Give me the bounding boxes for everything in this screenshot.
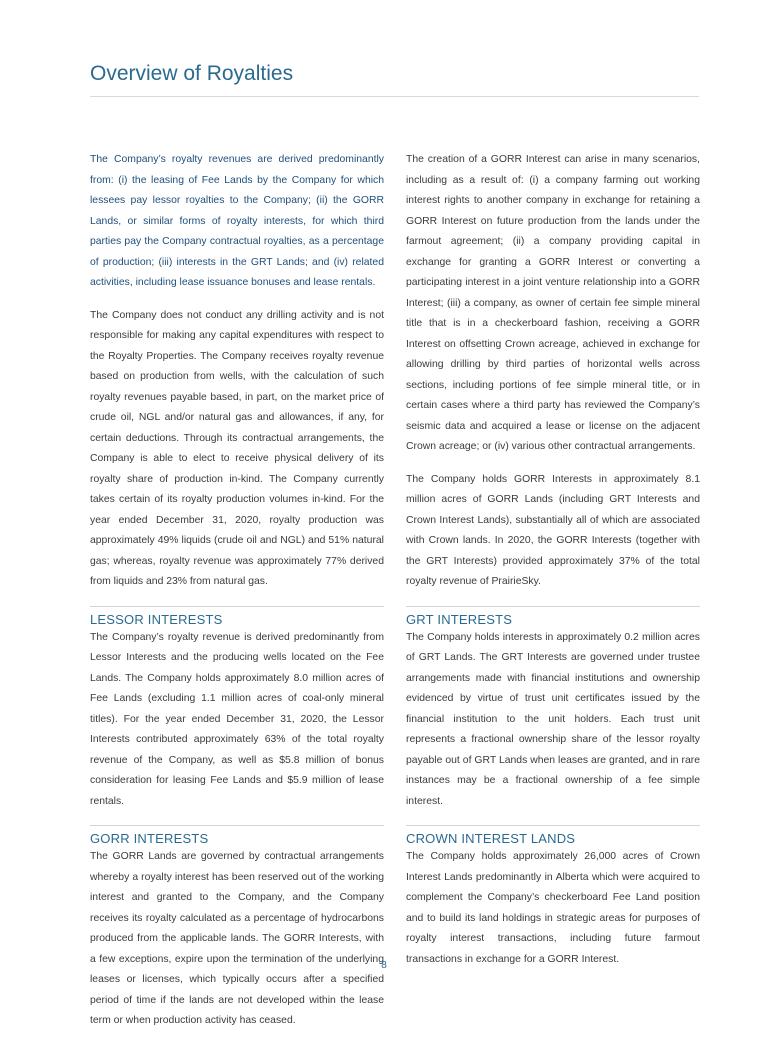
grt-interests-paragraph: The Company holds interests in approximately 0.2 million acres of GRT Lands. The GRT Interests are governed under trustee arrangements made with financial institutions and ownership evidenced by virtue of trust unit certificates issued by the financial institution to the unit holders. Each trust unit represents a fractional ownership share of the lessor royalty payable out of GRT Lands when leases are granted, and in rare instances may be a fractional ownership of a fee simple interest.	[406, 631, 700, 807]
page-title: Overview of Royalties	[90, 62, 294, 85]
grt-interests-section	[406, 606, 700, 813]
title-divider	[90, 96, 699, 97]
lessor-interests-section	[90, 606, 384, 813]
intro-body-paragraph: The Company does not conduct any drilling activity and is not responsible for making any capital expenditures with respect to the Royalty Properties. The Company receives royalty revenue based on production from wells, with the calculation of such royalty revenues payable based, in part, on the market price of crude oil, NGL and/or natural gas and allowances, if any, for certain deductions. Through its contractual arrangements, the Company is able to elect to receive physical delivery of its royalty share of production in-kind. The Company currently takes certain of its royalty production volumes in-kind. For the year ended December 31, 2020, royalty production was approximately 49% liquids (crude oil and NGL) and 51% natural gas; whereas, royalty revenue was approximately 77% derived from liquids and 23% from natural gas.	[90, 309, 384, 587]
gorr-holdings-paragraph: The Company holds GORR Interests in approximately 8.1 million acres of GORR Lands (including GRT Interests and Crown Interest Lands), substantially all of which are associated with Crown lands. In 2020, the GORR Interests (together with the GRT Interests) provided approximately 37% of the total royalty revenue of PrairieSky.	[406, 473, 700, 587]
gorr-creation-paragraph: The creation of a GORR Interest can arise in many scenarios, including as a result of: (i) a company farming out working interest rights to another company in exchange for retaining a GORR Interest on future production from the lands under the farmout agreement; (ii) a company providing capital in exchange for granting a GORR Interest or converting a participating interest in a joint venture relationship into a GORR Interest; (iii) a company, as owner of certain fee simple mineral title that is in a checkerboard fashion, receiving a GORR Interest on offsetting Crown acreage, achieved in exchange for allowing drilling by third parties of horizontal wells across sections, including portions of fee simple mineral title, or in certain cases where a third party has reviewed the Company’s seismic data and acquired a lease or license on the adjacent Crown acreage; or (iv) various other contractual arrangements.	[406, 154, 700, 452]
crown-interest-lands-section	[406, 825, 700, 970]
left-column	[90, 150, 384, 1044]
gorr-interests-paragraph: The GORR Lands are governed by contractual arrangements whereby a royalty interest has been reserved out of the working interest and granted to the Company, and the Company receives its royalty calculated as a percentage of hydrocarbons produced from the applicable lands. The GORR Interests, with a few exceptions, expire upon the termination of the underlying leases or licenses, which typically occurs after a specified period of time if the lands are not developed within the lease term or when production activity has ceased.	[90, 851, 384, 1026]
gorr-interests-section	[90, 825, 384, 1032]
gorr-interests-heading: GORR INTERESTS	[90, 831, 209, 846]
lessor-interests-paragraph: The Company’s royalty revenue is derived predominantly from Lessor Interests and the producing wells located on the Fee Lands. The Company holds approximately 8.0 million acres of Fee Lands (excluding 1.1 million acres of coal-only mineral titles). For the year ended December 31, 2020, the Lessor Interests contributed approximately 63% of the total royalty revenue of the Company, as well as $5.8 million of bonus consideration for leasing Fee Lands and $5.9 million of lease rentals.	[90, 631, 384, 807]
lessor-interests-heading: LESSOR INTERESTS	[90, 611, 223, 627]
crown-interest-lands-heading: CROWN INTEREST LANDS	[406, 831, 576, 846]
crown-interest-lands-paragraph: The Company holds approximately 26,000 acres of Crown Interest Lands predominantly in Alberta which were acquired to complement the Company’s checkerboard Fee Land position and to build its land holdings in strategic areas for purposes of royalty interest transactions, including future farmout transactions in exchange for a GORR Interest.	[406, 851, 700, 965]
grt-interests-heading: GRT INTERESTS	[406, 611, 513, 627]
page-number: 8	[381, 960, 387, 971]
right-column	[406, 150, 700, 982]
intro-lead-paragraph: The Company’s royalty revenues are derived predominantly from: (i) the leasing of Fee Lands by the Company for which lessees pay lessor royalties to the Company; (ii) the GORR Lands, or similar forms of royalty interests, for which third parties pay the Company contractual royalties, as a percentage of production; (iii) interests in the GRT Lands; and (iv) related activities, including lease issuance bonuses and lease rentals.	[90, 154, 384, 288]
